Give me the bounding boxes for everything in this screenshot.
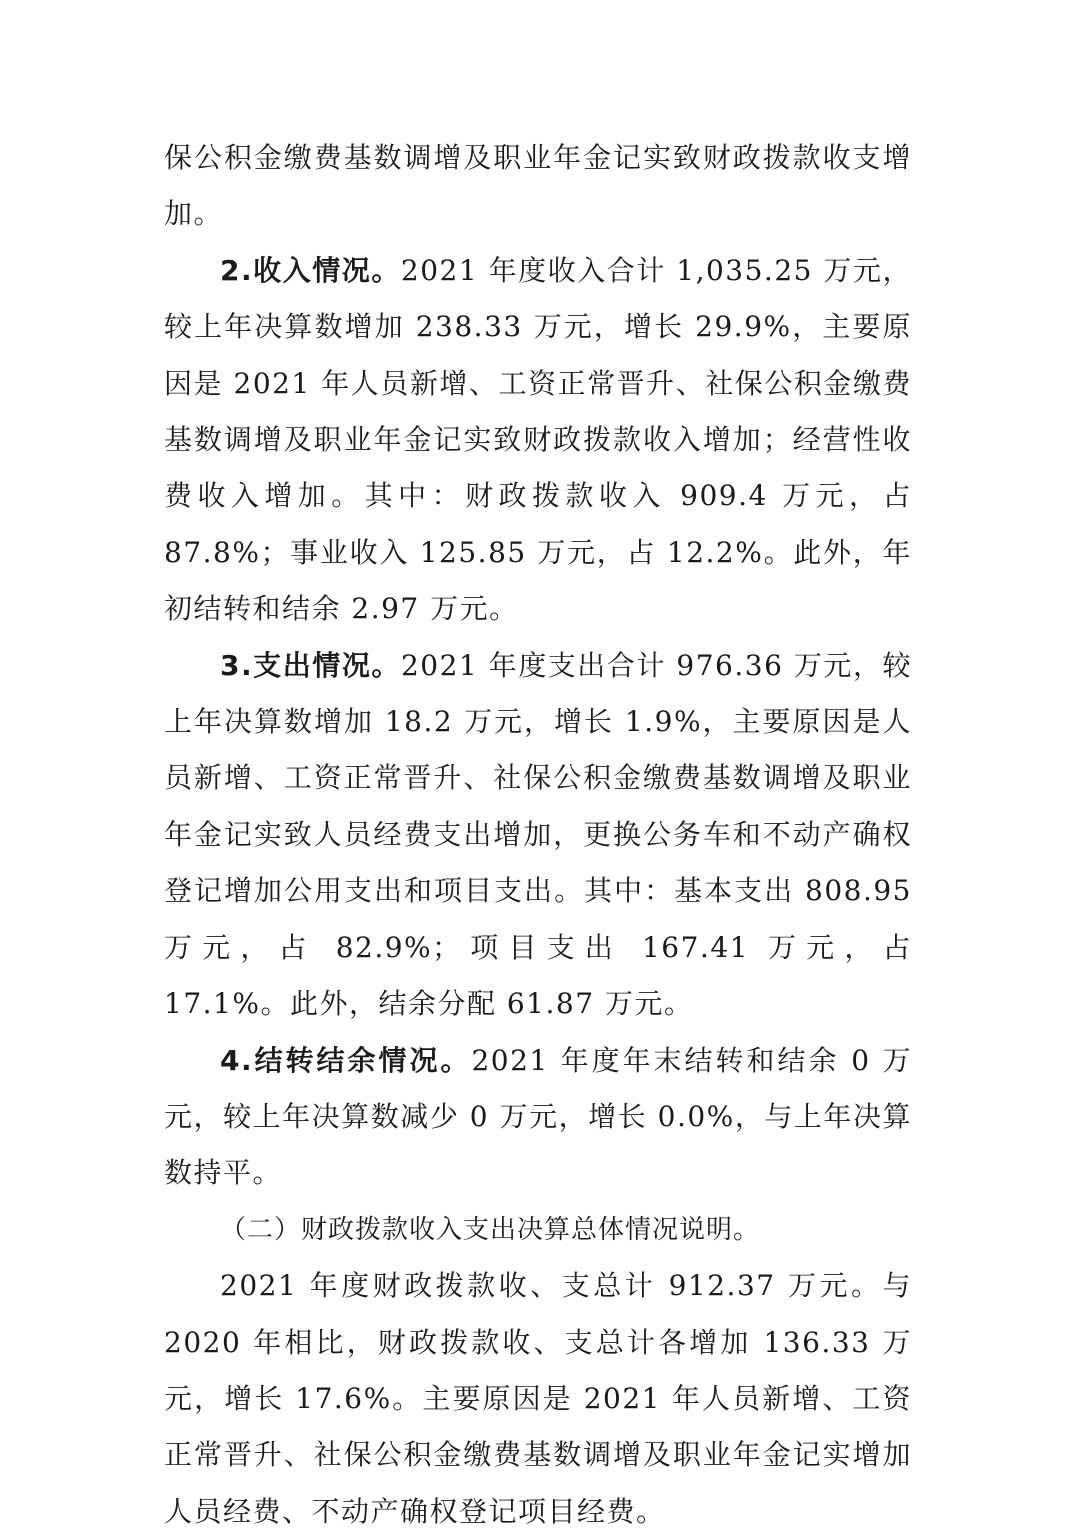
income-text: 2021 年度收入合计 1,035.25 万元，较上年决算数增加 238.33 万元，增长 29.9%，主要原因是 2021 年人员新增、工资正常晋升、社保公积金缴费基数调增及职业年金记实致财政拨款收入增加；经营性收费收入增加。其中：财政拨款收入 909.4 万元，占 87.8%；事业收入 125.85 万元，占 12.2%。此外，年初结转和结余 2.97 万元。	[164, 253, 912, 626]
balance-paragraph	[164, 1033, 912, 1202]
expenditure-paragraph	[164, 638, 912, 1033]
income-heading: 2.收入情况。	[220, 253, 401, 287]
document-page	[164, 130, 912, 1540]
section-heading: （二）财政拨款收入支出决算总体情况说明。	[220, 1214, 761, 1245]
paragraph-text: 保公积金缴费基数调增及职业年金记实致财政拨款收支增加。	[164, 141, 912, 231]
income-paragraph	[164, 243, 912, 638]
expenditure-heading: 3.支出情况。	[220, 648, 401, 682]
expenditure-text: 2021 年度支出合计 976.36 万元，较上年决算数增加 18.2 万元，增长 1.9%，主要原因是人员新增、工资正常晋升、社保公积金缴费基数调增及职业年金记实致人员经费支出增加，更换公务车和不动产确权登记增加公用支出和项目支出。其中：基本支出 808.95 万元，占 82.9%；项目支出 167.41 万元，占 17.1%。此外，结余分配 61.87 万元。	[164, 648, 912, 1021]
fiscal-summary-paragraph: 2021 年度财政拨款收、支总计 912.37 万元。与 2020 年相比，财政拨款收、支总计各增加 136.33 万元，增长 17.6%。主要原因是 2021 年人员新增、工资正常晋升、社保公积金缴费基数调增及职业年金记实增加人员经费、不动产确权登记项目经费。	[164, 1269, 912, 1528]
balance-text: 2021 年度年末结转和结余 0 万元，较上年决算数减少 0 万元，增长 0.0%，与上年决算数持平。	[164, 1043, 912, 1190]
balance-heading: 4.结转结余情况。	[220, 1043, 472, 1077]
continued-paragraph	[164, 130, 912, 243]
